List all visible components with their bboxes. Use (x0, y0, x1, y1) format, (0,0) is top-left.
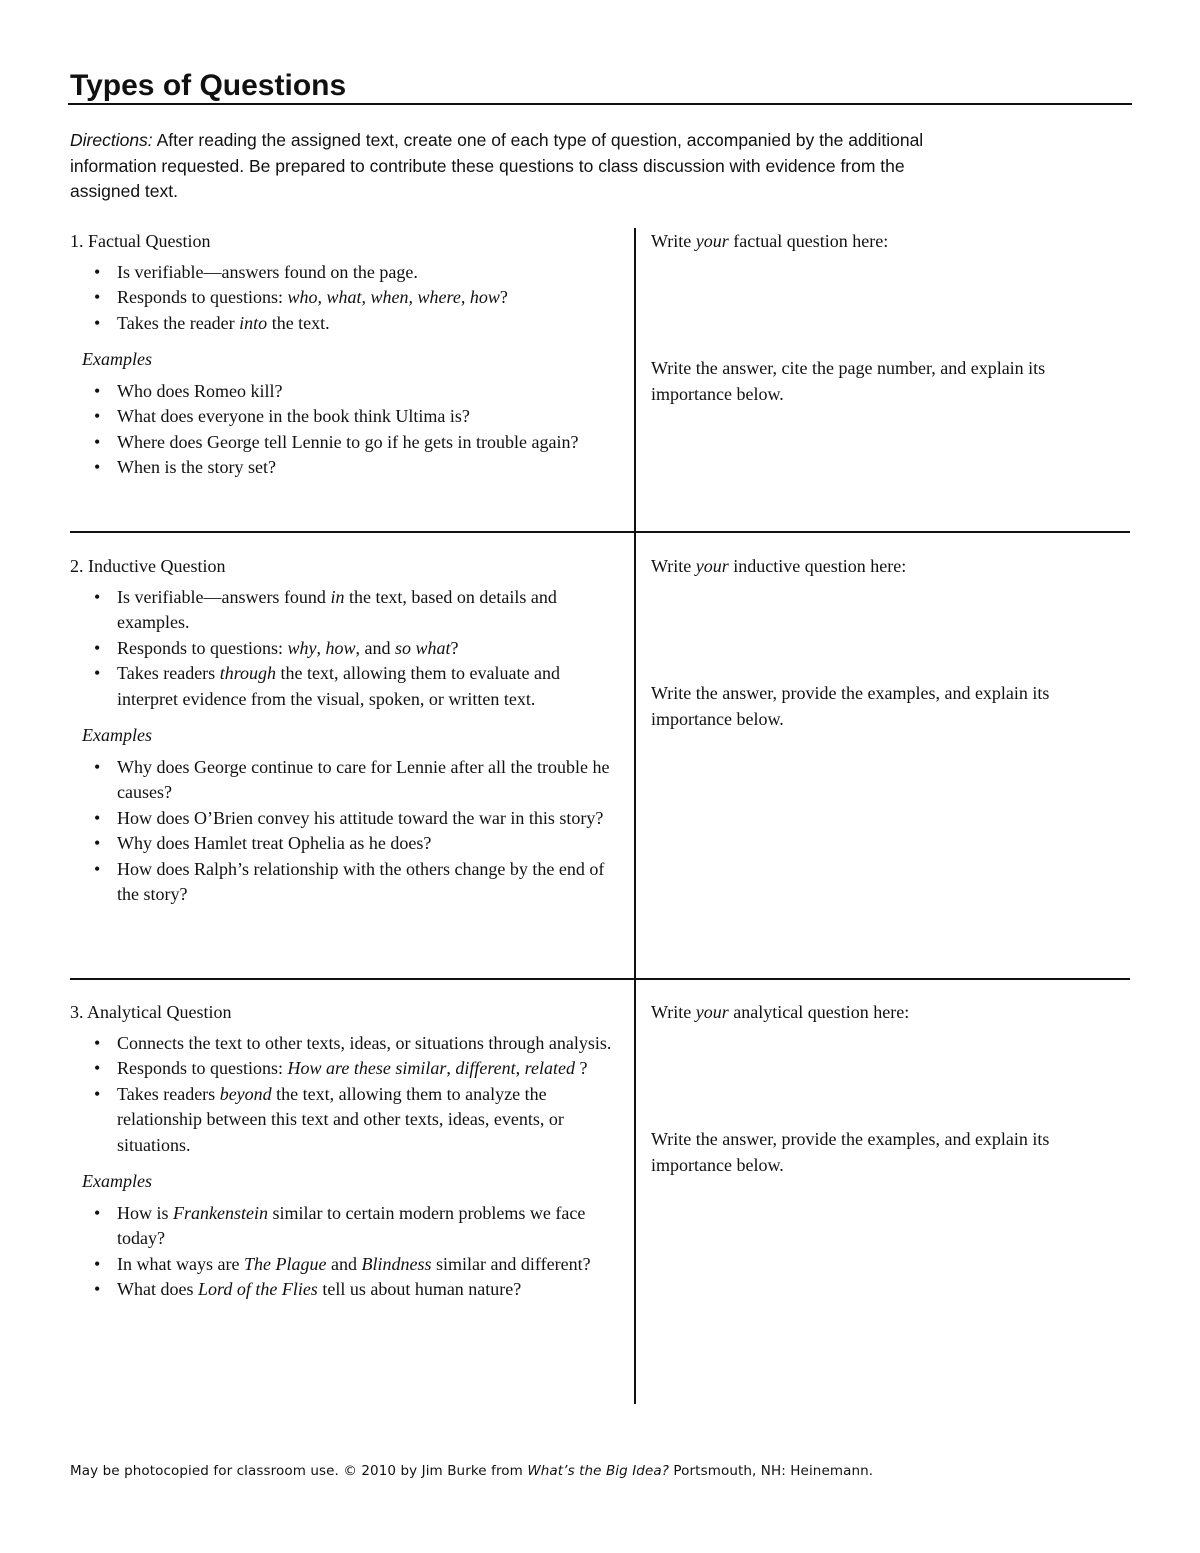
list-item (70, 311, 618, 337)
italic-text: so what (395, 637, 451, 658)
italic-text: related (524, 1058, 575, 1078)
examples-label: Examples (82, 349, 152, 369)
text-run: , (446, 1058, 456, 1078)
question-prompt (651, 554, 1121, 580)
list-item (70, 806, 618, 832)
list-item (70, 755, 618, 806)
answer-prompt (651, 356, 1121, 407)
text-run: Is verifiable—answers found on the page. (117, 261, 418, 282)
italic-text: through (219, 663, 277, 683)
question-prompt (651, 229, 1121, 255)
list-item (70, 1031, 618, 1057)
italic-text: your (695, 1002, 729, 1022)
text-run: inductive question here: (728, 556, 907, 576)
text-run: similar to certain modern problems we face today? (117, 1202, 586, 1248)
text-run: Why does George continue to care for Lennie after all the trouble he causes? (117, 756, 610, 802)
text-run: How does O’Brien convey his attitude toward the war in this story? (117, 807, 604, 828)
text-run: Takes readers (117, 663, 220, 683)
italic-text: into (239, 312, 268, 333)
text-run: Takes the reader (117, 312, 240, 333)
list-item (70, 857, 618, 908)
text-run: May be photocopied for classroom use. © 2010 by Jim Burke from (70, 1463, 528, 1479)
list-item (70, 831, 618, 857)
column-divider-2 (634, 533, 636, 980)
list-item (70, 404, 618, 430)
list-item (70, 1277, 618, 1303)
text-run: Takes readers (117, 1083, 220, 1104)
list-item (70, 1252, 618, 1278)
examples-label: Examples (82, 725, 152, 745)
section-inductive-description (70, 554, 618, 908)
italic-text: The Plague (243, 1253, 327, 1274)
italic-text: your (695, 556, 729, 576)
text-run: Write the answer, provide the examples, and explain its importance below. (651, 683, 1050, 729)
text-run: , (316, 637, 326, 658)
italic-text: Frankenstein (173, 1202, 268, 1223)
examples-list (70, 755, 618, 908)
text-run: What does everyone in the book think Ultima is? (117, 406, 470, 426)
directions-label: Directions: (70, 130, 153, 150)
section-inductive-response (651, 554, 1121, 729)
text-run: Why does Hamlet treat Ophelia as he does? (117, 833, 432, 853)
page-title: Types of Questions (70, 69, 347, 102)
copyright-footer (70, 1463, 873, 1479)
text-run: Is verifiable—answers found (117, 586, 331, 607)
text-run: factual question here: (728, 231, 889, 251)
list-item (70, 455, 618, 481)
question-prompt (651, 1000, 1121, 1026)
directions-text: After reading the assigned text, create one of each type of question, accompanied by the additional information requested. Be prepared to contribute these questions to class discussion with evidence from the assigned text. (70, 130, 924, 201)
text-run: Responds to questions: (117, 1058, 288, 1078)
list-item (70, 285, 618, 311)
column-divider-3 (634, 980, 636, 1404)
text-run: similar and different? (431, 1253, 591, 1274)
text-run: , and (355, 637, 396, 658)
text-run: Write (651, 556, 696, 576)
italic-text: different (455, 1058, 516, 1078)
criteria-list (70, 260, 618, 337)
text-run: ? (499, 287, 508, 307)
list-item (70, 661, 618, 712)
list-item (70, 636, 618, 662)
section-factual-response (651, 229, 1121, 404)
italic-text: What’s the Big Idea? (527, 1463, 670, 1479)
list-item (70, 1056, 618, 1082)
section-analytical-description (70, 1000, 618, 1303)
text-run: In what ways are (117, 1253, 244, 1274)
section-factual-description (70, 229, 618, 481)
column-divider-1 (634, 228, 636, 533)
text-run: When is the story set? (117, 457, 276, 477)
examples-list (70, 379, 618, 481)
list-item (70, 585, 618, 636)
italic-text: beyond (219, 1083, 272, 1104)
text-run: ? (450, 637, 459, 658)
text-run: Connects the text to other texts, ideas, or situations through analysis. (117, 1032, 612, 1053)
text-run: the text. (267, 312, 330, 333)
list-item (70, 260, 618, 286)
text-run: Write (651, 1002, 696, 1022)
text-run: Responds to questions: (117, 637, 288, 658)
italic-text: Lord of the Flies (197, 1279, 318, 1299)
italic-text: Blindness (361, 1253, 432, 1274)
italic-text: why (287, 637, 317, 658)
text-run: tell us about human nature? (317, 1279, 522, 1299)
examples-label: Examples (82, 1171, 152, 1191)
italic-text: who, what, when, where, how (287, 287, 500, 307)
examples-list (70, 1201, 618, 1303)
text-run: the text, allowing them to evaluate and interpret evidence from the visual, spoken, or written text. (117, 663, 560, 709)
text-run: Write the answer, cite the page number, and explain its importance below. (651, 358, 1046, 404)
text-run: Responds to questions: (117, 287, 288, 307)
text-run: Where does George tell Lennie to go if he gets in trouble again? (117, 431, 579, 452)
text-run: Portsmouth, NH: Heinemann. (669, 1463, 874, 1479)
text-run: the text, allowing them to analyze the relationship between this text and other texts, ideas, events, or situations. (117, 1083, 564, 1155)
text-run: Write the answer, provide the examples, and explain its importance below. (651, 1129, 1050, 1175)
list-item (70, 430, 618, 456)
text-run: What does (117, 1279, 198, 1299)
section-title: 3. Analytical Question (70, 1002, 232, 1022)
title-rule (68, 103, 1132, 105)
text-run: the text, based on details and examples. (117, 586, 557, 632)
row-divider-1 (70, 531, 1130, 533)
italic-text: in (330, 586, 345, 607)
text-run: and (326, 1253, 362, 1274)
text-run: Who does Romeo kill? (117, 380, 283, 401)
section-title: 2. Inductive Question (70, 556, 226, 576)
text-run: ? (575, 1058, 588, 1078)
text-run: How does Ralph’s relationship with the others change by the end of the story? (117, 858, 605, 904)
section-analytical-response (651, 1000, 1121, 1175)
criteria-list (70, 1031, 618, 1159)
italic-text: your (695, 231, 729, 251)
text-run: Write (651, 231, 696, 251)
text-run: analytical question here: (728, 1002, 910, 1022)
text-run: How is (117, 1202, 174, 1223)
italic-text: how (325, 637, 356, 658)
text-run: , (515, 1058, 525, 1078)
list-item (70, 1082, 618, 1159)
answer-prompt (651, 1127, 1121, 1178)
directions (70, 128, 970, 205)
list-item (70, 379, 618, 405)
answer-prompt (651, 681, 1121, 732)
italic-text: How are these similar (287, 1058, 447, 1078)
section-title: 1. Factual Question (70, 231, 211, 251)
criteria-list (70, 585, 618, 713)
row-divider-2 (70, 978, 1130, 980)
list-item (70, 1201, 618, 1252)
